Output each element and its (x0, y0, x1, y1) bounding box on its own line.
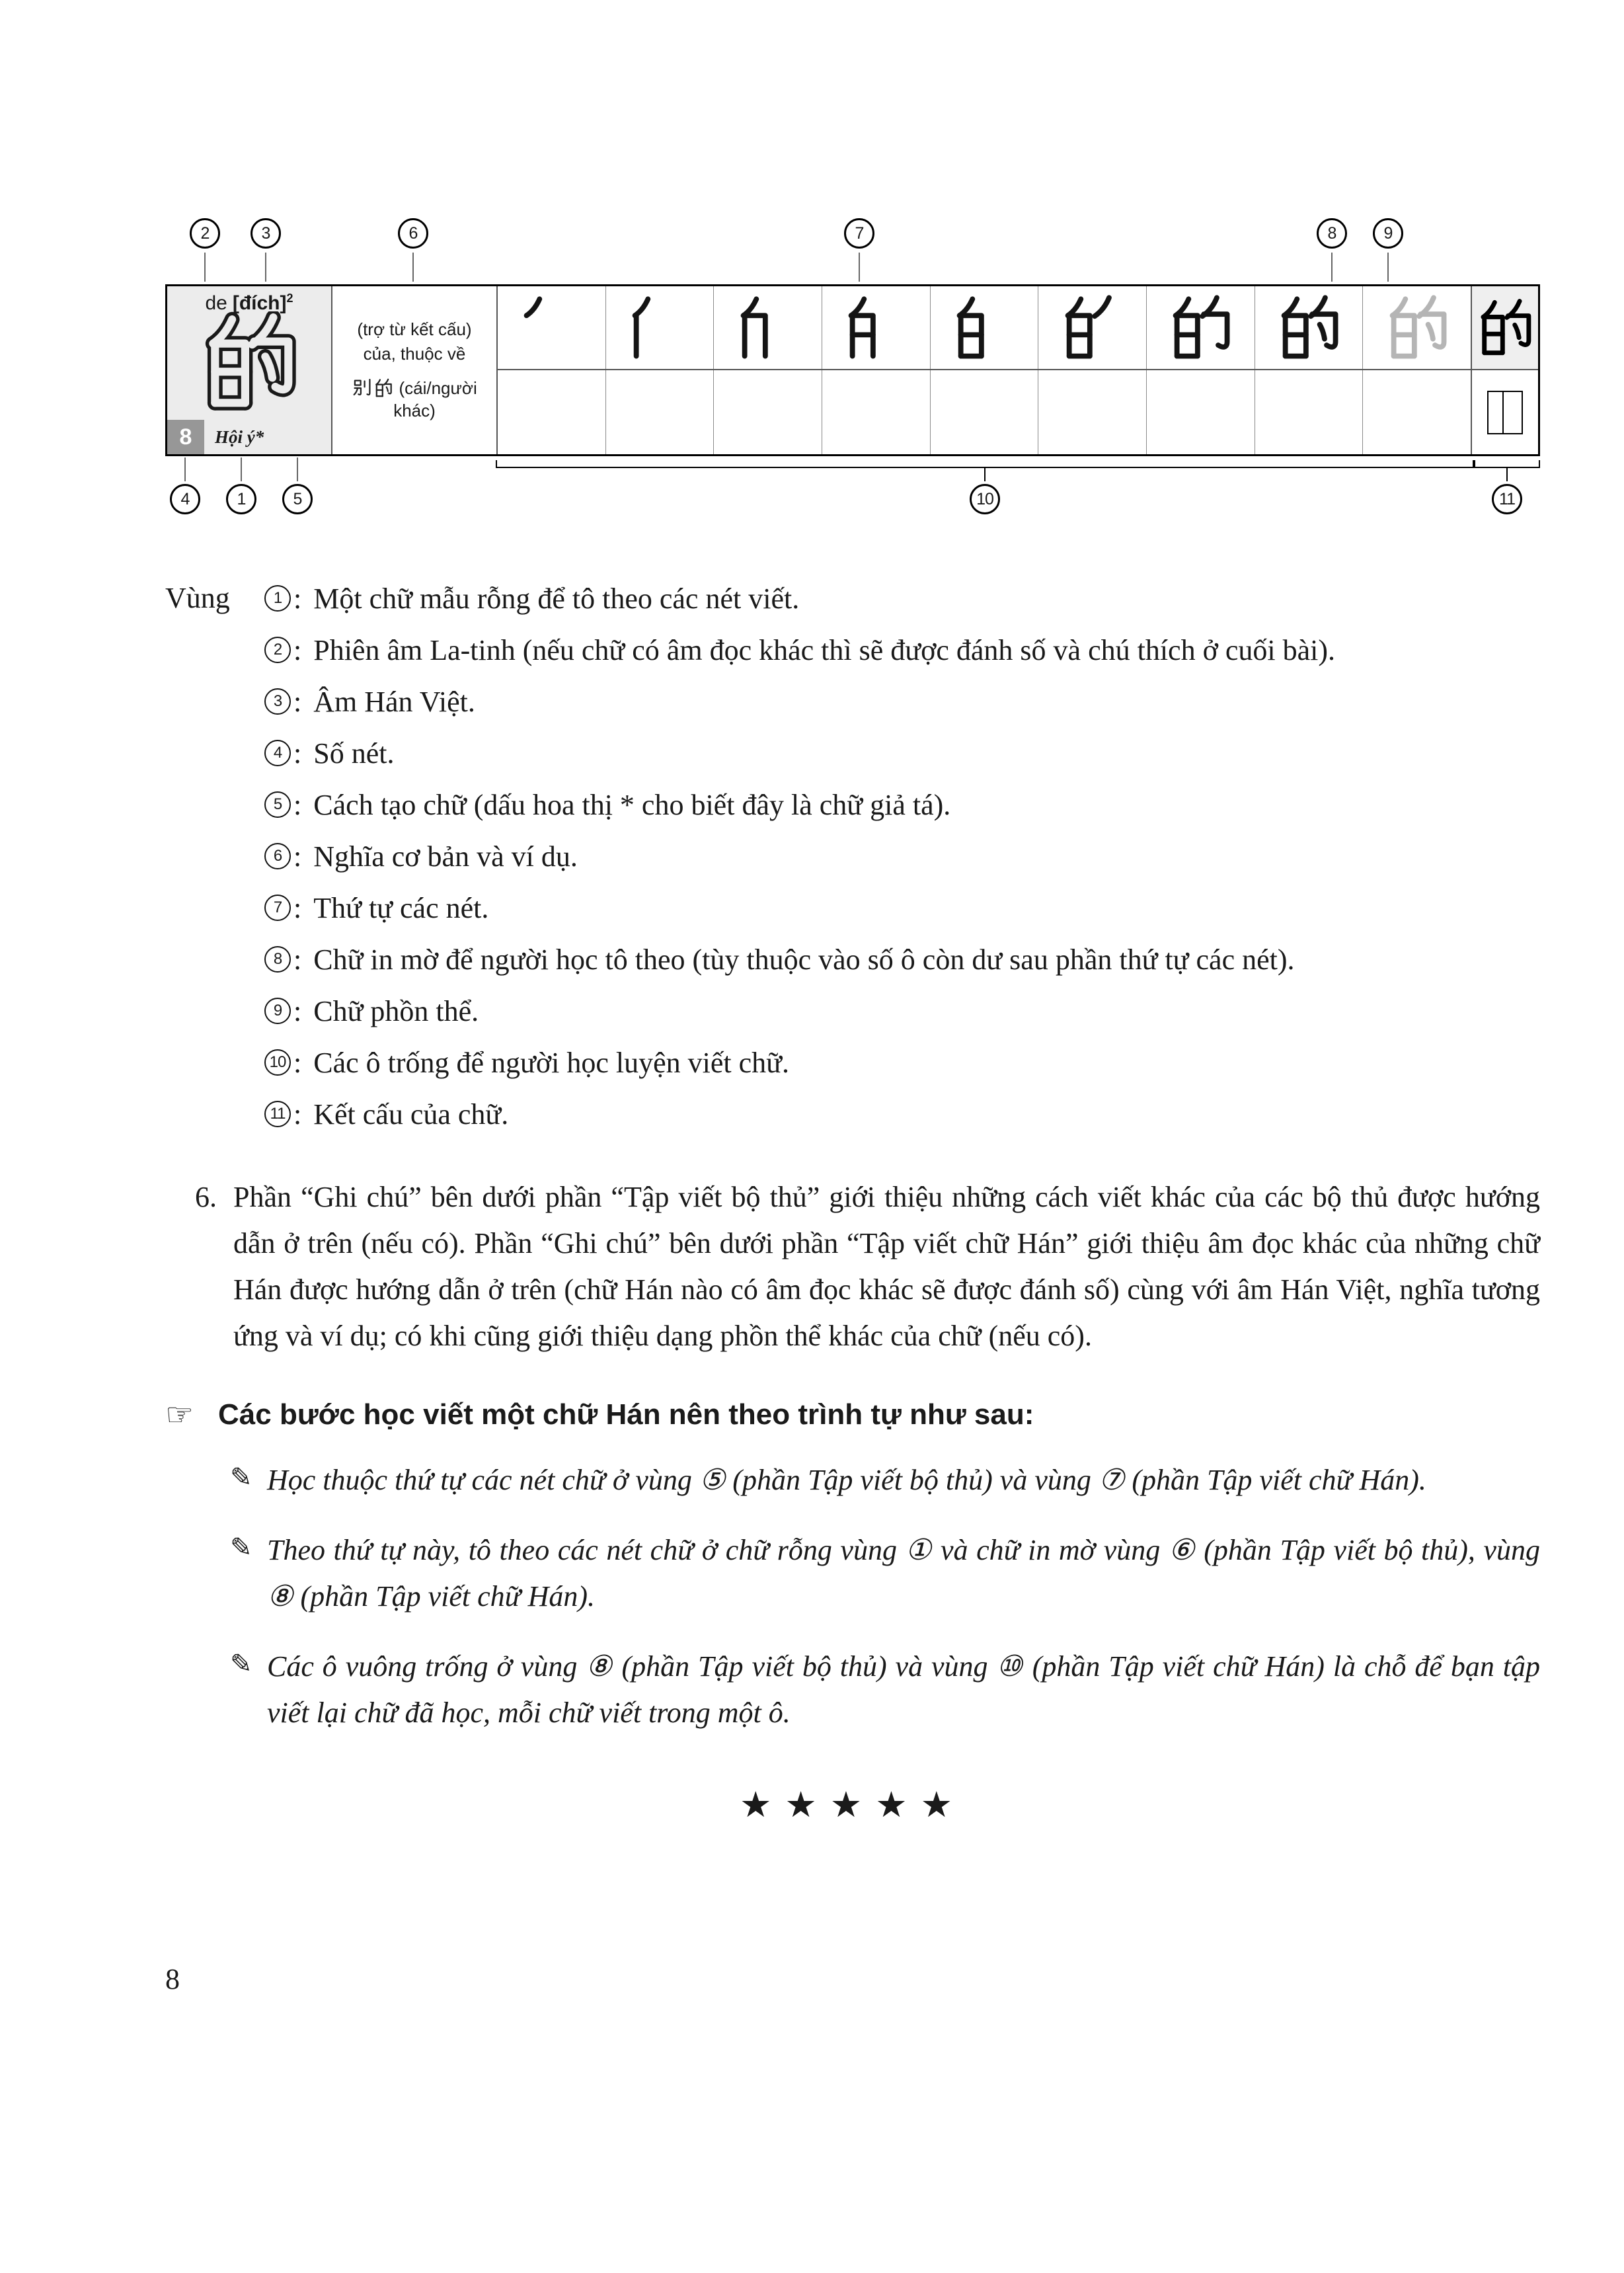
region-brace-practice (496, 460, 1474, 468)
stroke-order-cell (1038, 286, 1147, 369)
brace-tick (984, 468, 986, 481)
leader-line (265, 253, 266, 282)
callout-region-9: 9 (1373, 218, 1403, 249)
step-item (165, 1457, 1540, 1503)
region-number-badge: 1 (264, 585, 291, 612)
note-item-6 (165, 1174, 1540, 1359)
stroke-order-row (498, 286, 1471, 370)
legend-item: 11 : Kết cấu của chữ. (264, 1088, 1540, 1140)
han-viet-reading: [đích]$^2$ (232, 292, 293, 314)
practice-cell (1255, 370, 1364, 454)
practice-cell (714, 370, 822, 454)
legend-item: 1 : Một chữ mẫu rỗng để tô theo các nét viết. (264, 573, 1540, 624)
region-legend (165, 573, 1540, 1140)
meaning-line: (trợ từ kết cấu) (357, 319, 472, 339)
region-number-badge: 2 (264, 637, 291, 663)
legend-item: 10 : Các ô trống để người học luyện viết chữ. (264, 1037, 1540, 1088)
callout-region-10: 10 (970, 484, 1000, 514)
region-number-badge: 5 (264, 791, 291, 818)
callout-region-8: 8 (1317, 218, 1347, 249)
legend-item: 6 : Nghĩa cơ bản và ví dụ. (264, 830, 1540, 882)
step-text: Theo thứ tự này, tô theo các nét chữ ở chữ rỗng vùng ① và chữ in mờ vùng ⑥ (phần Tập viết bộ thủ), vùng ⑧ (phần Tập viết chữ Hán). (267, 1534, 1540, 1613)
hollow-character (199, 311, 299, 415)
legend-item: 2 : Phiên âm La-tinh (nếu chữ có âm đọc khác thì sẽ được đánh số và chú thích ở cuối bài). (264, 624, 1540, 676)
region-number-badge: 7 (264, 895, 291, 921)
step-item (165, 1527, 1540, 1620)
formation-label: Hội ý* (215, 427, 264, 447)
legend-item-text: Số nét. (313, 737, 395, 770)
legend-item: 9 : Chữ phồn thể. (264, 985, 1540, 1037)
note-text: Phần “Ghi chú” bên dưới phần “Tập viết bộ thủ” giới thiệu những cách viết khác của các bộ thủ được hướng dẫn ở trên (nếu có). Phần “Ghi chú” bên dưới phần “Tập viết chữ Hán” giới thiệu âm đọc khác của những chữ Hán được hướng dẫn ở trên (chữ Hán nào có âm đọc khác sẽ được đánh số) cùng với âm Hán Việt, nghĩa tương ứng và ví dụ; có khi cũng giới thiệu dạng phồn thể khác của chữ (nếu có). (233, 1181, 1540, 1352)
legend-item: 5 : Cách tạo chữ (dấu hoa thị * cho biết đây là chữ giả tá). (264, 779, 1540, 830)
faded-trace-cell (1363, 286, 1471, 369)
callout-region-6: 6 (398, 218, 428, 249)
stroke-order-cell (714, 286, 822, 369)
legend-item: 8 : Chữ in mờ để người học tô theo (tùy thuộc vào số ô còn dư sau phần thứ tự các nét). (264, 934, 1540, 985)
pencil-icon: ✎ (230, 1533, 252, 1563)
steps-title: Các bước học viết một chữ Hán nên theo trình tự như sau: (218, 1398, 1034, 1431)
legend-item-text: Một chữ mẫu rỗng để tô theo các nét viết. (313, 582, 800, 615)
legend-item-text: Nghĩa cơ bản và ví dụ. (313, 840, 578, 873)
region-number-badge: 4 (264, 740, 291, 766)
writing-grid (498, 286, 1472, 454)
practice-cell (498, 370, 606, 454)
stroke-order-cell (1255, 286, 1364, 369)
practice-cell (931, 370, 1039, 454)
step-text: Học thuộc thứ tự các nét chữ ở vùng ⑤ (phần Tập viết bộ thủ) và vùng ⑦ (phần Tập viết chữ Hán). (267, 1464, 1426, 1496)
stroke-order-cell (822, 286, 931, 369)
leader-line (297, 458, 298, 481)
region-brace-structure (1474, 460, 1540, 468)
practice-cell (1147, 370, 1255, 454)
traditional-character (1472, 286, 1538, 370)
region-number-badge: 3 (264, 688, 291, 715)
callout-region-3: 3 (251, 218, 281, 249)
region-number-badge: 11 (264, 1101, 291, 1127)
pencil-icon: ✎ (230, 1649, 252, 1679)
practice-cell (1038, 370, 1147, 454)
legend-item-text: Các ô trống để người học luyện viết chữ. (313, 1046, 790, 1079)
structure-icon (1487, 391, 1523, 434)
legend-item: 3 : Âm Hán Việt. (264, 676, 1540, 727)
leader-line (204, 253, 206, 282)
stroke-order-cell (498, 286, 606, 369)
steps-heading (165, 1396, 1540, 1433)
stroke-order-cell (931, 286, 1039, 369)
region-number-badge: 9 (264, 998, 291, 1024)
practice-cell (606, 370, 715, 454)
traditional-column (1472, 286, 1538, 454)
legend-item-text: Kết cấu của chữ. (313, 1097, 509, 1131)
example-gloss: (cái/người khác) (393, 378, 477, 420)
meaning-line: của, thuộc về (363, 344, 466, 364)
stroke-order-cell (1147, 286, 1255, 369)
legend-item: 7 : Thứ tự các nét. (264, 882, 1540, 934)
structure-cell (1472, 370, 1538, 454)
callout-region-7: 7 (844, 218, 874, 249)
leader-line (859, 253, 860, 282)
step-item (165, 1644, 1540, 1736)
callout-region-1: 1 (226, 484, 256, 514)
star-divider: ★★★★★ (739, 1784, 966, 1825)
leader-line (412, 253, 414, 282)
pinyin-latin: de (205, 292, 227, 314)
leader-line (241, 458, 242, 481)
legend-item-text: Âm Hán Việt. (313, 685, 475, 718)
region-number-badge: 6 (264, 843, 291, 869)
entry-diagram (165, 218, 1540, 536)
callout-region-4: 4 (170, 484, 200, 514)
legend-item-text: Phiên âm La-tinh (nếu chữ có âm đọc khác thì sẽ được đánh số và chú thích ở cuối bài). (313, 633, 1336, 666)
legend-items (264, 573, 1540, 1140)
example-cjk-characters (352, 378, 394, 398)
leader-line (184, 458, 186, 481)
stroke-count-badge: 8 (167, 420, 204, 454)
region-number-badge: 10 (264, 1049, 291, 1076)
list-number: 6. (195, 1181, 217, 1213)
stroke-order-cell (606, 286, 715, 369)
leader-line (1331, 253, 1333, 282)
pointing-hand-icon: ☞ (165, 1398, 194, 1433)
page-number: 8 (165, 1963, 180, 1995)
pencil-icon: ✎ (230, 1462, 252, 1493)
legend-item-text: Chữ phồn thể. (313, 994, 479, 1027)
legend-intro-label: Vùng (165, 582, 230, 614)
legend-item: 4 : Số nét. (264, 727, 1540, 779)
practice-row (498, 370, 1471, 454)
callout-region-2: 2 (190, 218, 220, 249)
callout-region-11: 11 (1492, 484, 1522, 514)
region-number-badge: 8 (264, 946, 291, 973)
callout-region-5: 5 (282, 484, 313, 514)
legend-item-text: Cách tạo chữ (dấu hoa thị * cho biết đây là chữ giả tá). (313, 788, 951, 821)
entry-table (165, 284, 1540, 456)
leader-line (1387, 253, 1389, 282)
example-usage (339, 377, 490, 422)
legend-item-text: Thứ tự các nét. (313, 891, 489, 924)
practice-cell (1363, 370, 1471, 454)
page-text (165, 573, 1540, 1825)
step-text: Các ô vuông trống ở vùng ⑧ (phần Tập viết bộ thủ) và vùng ⑩ (phần Tập viết chữ Hán) là chỗ để bạn tập viết lại chữ đã học, mỗi chữ viết trong một ô. (267, 1650, 1540, 1729)
legend-item-text: Chữ in mờ để người học tô theo (tùy thuộc vào số ô còn dư sau phần thứ tự các nét). (313, 943, 1295, 976)
brace-tick (1506, 468, 1508, 481)
practice-cell (822, 370, 931, 454)
meaning-cell (332, 286, 498, 454)
entry-info-cell (167, 286, 332, 454)
